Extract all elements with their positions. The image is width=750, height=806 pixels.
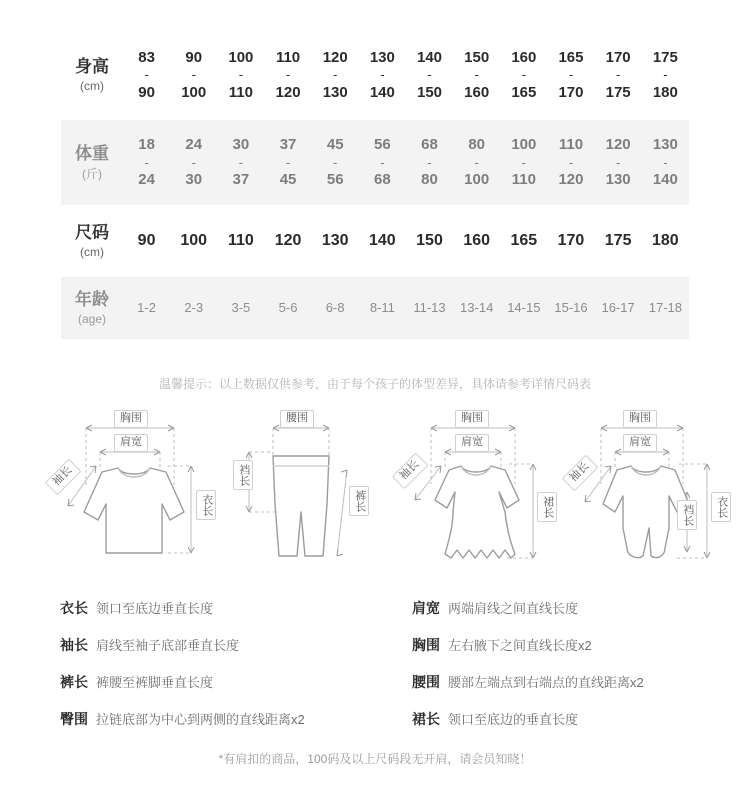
legend-item: [412, 709, 742, 729]
label-chest: 胸围: [455, 410, 489, 428]
label-sleeve: 袖长: [392, 453, 429, 490]
row-label-weight-text: 体重: [75, 144, 109, 164]
table-row-weight: [61, 120, 689, 205]
cell-from: 110: [558, 136, 584, 154]
cell-to: 80: [421, 171, 438, 189]
cell-value: 8-11: [369, 300, 395, 315]
table-row-age: [61, 277, 689, 339]
cell-to: 68: [374, 171, 391, 189]
diagram-romper: [565, 408, 730, 588]
cell-dash: -: [427, 154, 432, 170]
cell-from: 24: [185, 136, 203, 154]
legend-item: [412, 598, 742, 618]
table-cell: [453, 30, 500, 120]
table-cell: [453, 277, 500, 339]
cell-dash: -: [521, 67, 526, 83]
legend-term: 肩宽: [412, 600, 440, 616]
cell-dash: -: [285, 154, 291, 170]
row-label-weight: [61, 120, 123, 205]
cell-value: 160: [463, 232, 491, 249]
cell-from: 37: [279, 136, 297, 154]
table-cell: [453, 120, 500, 205]
row-label-size: [61, 205, 123, 277]
legend-desc: 腰部左端点到右端点的直线距离x2: [448, 675, 644, 690]
size-table: [61, 30, 689, 339]
table-cell: [547, 205, 594, 277]
legend-item: [412, 672, 742, 692]
legend-term: 裙长: [412, 711, 440, 727]
table-cell: [406, 120, 453, 205]
legend-desc: 左右腋下之间直线长度x2: [448, 638, 592, 653]
cell-dash: -: [333, 67, 338, 83]
table-cell: [359, 205, 406, 277]
cell-value: 16-17: [601, 300, 635, 315]
table-cell: [406, 30, 453, 120]
table-cell: [642, 277, 689, 339]
cell-value: 175: [604, 232, 632, 249]
table-cell: [500, 205, 547, 277]
cell-value: 130: [321, 232, 349, 249]
cell-dash: -: [333, 154, 338, 170]
label-shoulder: 肩宽: [455, 434, 489, 452]
cell-to: 120: [558, 171, 584, 189]
table-cell: [217, 120, 264, 205]
table-cell: [264, 277, 311, 339]
table-cell: [123, 205, 170, 277]
cell-from: 140: [417, 48, 443, 66]
table-cell: [217, 205, 264, 277]
table-cell: [312, 277, 359, 339]
label-shoulder: 肩宽: [623, 434, 657, 452]
label-length: 衣长: [196, 490, 216, 520]
cell-to: 24: [138, 171, 155, 189]
table-cell: [359, 277, 406, 339]
cell-value: 14-15: [507, 300, 541, 315]
table-cell: [264, 30, 311, 120]
cell-value: 150: [416, 232, 443, 249]
label-dress-length: 裙长: [537, 492, 557, 522]
label-sleeve: 袖长: [45, 459, 82, 496]
cell-dash: -: [238, 67, 244, 83]
legend-term: 胸围: [412, 637, 440, 653]
table-cell: [453, 205, 500, 277]
table-cell: [406, 205, 453, 277]
table-cell: [500, 277, 547, 339]
legend-desc: 裤腰至裤脚垂直长度: [96, 675, 214, 690]
cell-from: 120: [605, 136, 631, 154]
cell-from: 56: [374, 136, 391, 154]
cell-value: 140: [369, 232, 396, 249]
table-cell: [642, 205, 689, 277]
table-cell: [359, 30, 406, 120]
cell-to: 56: [326, 171, 344, 189]
cell-value: 90: [137, 232, 156, 249]
legend-column-left: [60, 598, 380, 746]
cell-dash: -: [474, 67, 479, 83]
cell-value: 2-3: [184, 300, 204, 315]
cell-to: 130: [322, 83, 348, 101]
legend-term: 袖长: [60, 637, 88, 653]
cell-from: 45: [326, 136, 344, 154]
cell-dash: -: [663, 154, 668, 170]
cell-value: 5-6: [278, 300, 298, 315]
legend-item: [60, 709, 380, 729]
cell-value: 13-14: [460, 300, 494, 315]
table-cell: [312, 30, 359, 120]
cell-dash: -: [144, 154, 149, 170]
cell-to: 165: [511, 83, 537, 101]
table-cell: [312, 120, 359, 205]
cell-to: 110: [228, 83, 253, 101]
table-cell: [642, 120, 689, 205]
cell-value: 170: [557, 232, 585, 249]
table-cell: [264, 205, 311, 277]
table-cell: [595, 277, 642, 339]
row-unit-age: (age): [77, 312, 106, 327]
cell-from: 130: [369, 48, 395, 66]
cell-dash: -: [380, 67, 385, 83]
cell-dash: -: [380, 154, 385, 170]
table-cell: [217, 30, 264, 120]
cell-from: 170: [605, 48, 631, 66]
table-cell: [312, 205, 359, 277]
row-label-size-text: 尺码: [75, 222, 109, 242]
legend-item: [60, 635, 380, 655]
cell-to: 130: [605, 171, 631, 189]
cell-from: 150: [464, 48, 490, 66]
cell-dash: -: [474, 154, 479, 170]
label-pants-length: 裤长: [349, 486, 369, 516]
label-waist: 腰围: [280, 410, 314, 428]
cell-from: 18: [138, 136, 155, 154]
cell-from: 110: [275, 48, 301, 66]
row-label-age-text: 年龄: [75, 289, 109, 309]
diagram-pants: [225, 408, 385, 588]
cell-dash: -: [191, 67, 196, 83]
cell-to: 180: [652, 83, 678, 101]
table-cell: [123, 120, 170, 205]
cell-value: 17-18: [648, 300, 682, 315]
cell-to: 160: [464, 83, 490, 101]
cell-value: 120: [274, 232, 302, 249]
label-sleeve: 袖长: [562, 455, 599, 492]
cell-value: 11-13: [413, 300, 446, 315]
cell-to: 100: [464, 171, 490, 189]
table-cell: [500, 120, 547, 205]
legend-desc: 拉链底部为中心到两侧的直线距离x2: [96, 712, 305, 727]
table-cell: [642, 30, 689, 120]
cell-dash: -: [663, 67, 668, 83]
table-cell: [123, 30, 170, 120]
garment-diagrams: [40, 408, 728, 588]
cell-from: 90: [185, 48, 203, 66]
table-cell: [547, 277, 594, 339]
legend-item: [60, 598, 380, 618]
cell-to: 30: [185, 171, 203, 189]
table-cell: [595, 30, 642, 120]
cell-from: 80: [468, 136, 486, 154]
row-label-height: [61, 30, 123, 120]
cell-value: 180: [652, 232, 679, 249]
row-label-age: [61, 277, 123, 339]
table-cell: [595, 205, 642, 277]
cell-dash: -: [144, 67, 149, 83]
cell-from: 83: [138, 48, 155, 66]
row-unit-weight: (斤): [82, 166, 102, 181]
cell-value: 15-16: [554, 300, 588, 315]
cell-to: 45: [279, 171, 297, 189]
cell-to: 140: [652, 171, 678, 189]
cell-to: 140: [369, 83, 395, 101]
cell-dash: -: [191, 154, 196, 170]
label-shoulder: 肩宽: [114, 434, 148, 452]
cell-value: 110: [227, 232, 254, 249]
cell-value: 165: [510, 232, 538, 249]
cell-from: 68: [421, 136, 438, 154]
cell-to: 150: [417, 83, 443, 101]
label-chest: 胸围: [623, 410, 657, 428]
label-crotch: 裆长: [233, 460, 253, 490]
label-crotch: 裆长: [677, 500, 697, 530]
legend-term: 腰围: [412, 674, 440, 690]
legend-desc: 肩线至袖子底部垂直长度: [96, 638, 240, 653]
legend-desc: 领口至底边的垂直长度: [448, 712, 579, 727]
cell-to: 170: [558, 83, 584, 101]
cell-from: 160: [511, 48, 537, 66]
cell-to: 110: [511, 171, 536, 189]
cell-dash: -: [568, 67, 574, 83]
cell-value: 1-2: [137, 300, 156, 315]
table-cell: [170, 205, 217, 277]
table-cell: [359, 120, 406, 205]
table-cell: [500, 30, 547, 120]
cell-from: 30: [232, 136, 250, 154]
legend-desc: 两端肩线之间直线长度: [448, 601, 579, 616]
cell-dash: -: [615, 154, 621, 170]
cell-dash: -: [285, 67, 291, 83]
table-cell: [123, 277, 170, 339]
legend-column-right: [412, 598, 742, 746]
cell-to: 175: [605, 83, 631, 101]
cell-dash: -: [615, 67, 621, 83]
cell-from: 165: [558, 48, 584, 66]
row-label-height-text: 身高: [75, 56, 109, 76]
cell-from: 175: [652, 48, 678, 66]
table-cell: [406, 277, 453, 339]
size-tip-text: 温馨提示：以上数据仅供参考，由于每个孩子的体型差异，具体请参考详情尺码表: [158, 377, 591, 391]
legend-item: [60, 672, 380, 692]
cell-to: 90: [138, 83, 155, 101]
cell-dash: -: [568, 154, 574, 170]
legend-term: 衣长: [60, 600, 88, 616]
cell-from: 100: [228, 48, 254, 66]
cell-to: 120: [275, 83, 301, 101]
label-length: 衣长: [711, 492, 731, 522]
legend-item: [412, 635, 742, 655]
cell-value: 6-8: [325, 300, 345, 315]
footnote-text: *有肩扣的商品，100码及以上尺码段无开肩，请会员知晓！: [218, 752, 532, 766]
table-cell: [170, 30, 217, 120]
legend-desc: 领口至底边垂直长度: [96, 601, 214, 616]
table-row-height: [61, 30, 689, 120]
diagram-top: [50, 408, 220, 588]
cell-to: 37: [232, 171, 250, 189]
cell-value: 3-5: [231, 300, 251, 315]
diagram-dress: [395, 408, 560, 588]
cell-from: 100: [511, 136, 537, 154]
row-unit-size: (cm): [80, 245, 104, 260]
cell-to: 100: [181, 83, 207, 101]
label-chest: 胸围: [114, 410, 148, 428]
cell-value: 100: [180, 232, 208, 249]
table-cell: [547, 120, 594, 205]
table-cell: [170, 277, 217, 339]
row-unit-height: (cm): [80, 79, 104, 94]
table-cell: [217, 277, 264, 339]
cell-from: 120: [322, 48, 348, 66]
cell-dash: -: [521, 154, 526, 170]
cell-dash: -: [238, 154, 244, 170]
cell-dash: -: [427, 67, 432, 83]
cell-from: 130: [652, 136, 678, 154]
legend-term: 裤长: [60, 674, 88, 690]
table-row-size: [61, 205, 689, 277]
table-cell: [170, 120, 217, 205]
table-cell: [595, 120, 642, 205]
table-cell: [264, 120, 311, 205]
legend-term: 臀围: [60, 711, 88, 727]
table-cell: [547, 30, 594, 120]
